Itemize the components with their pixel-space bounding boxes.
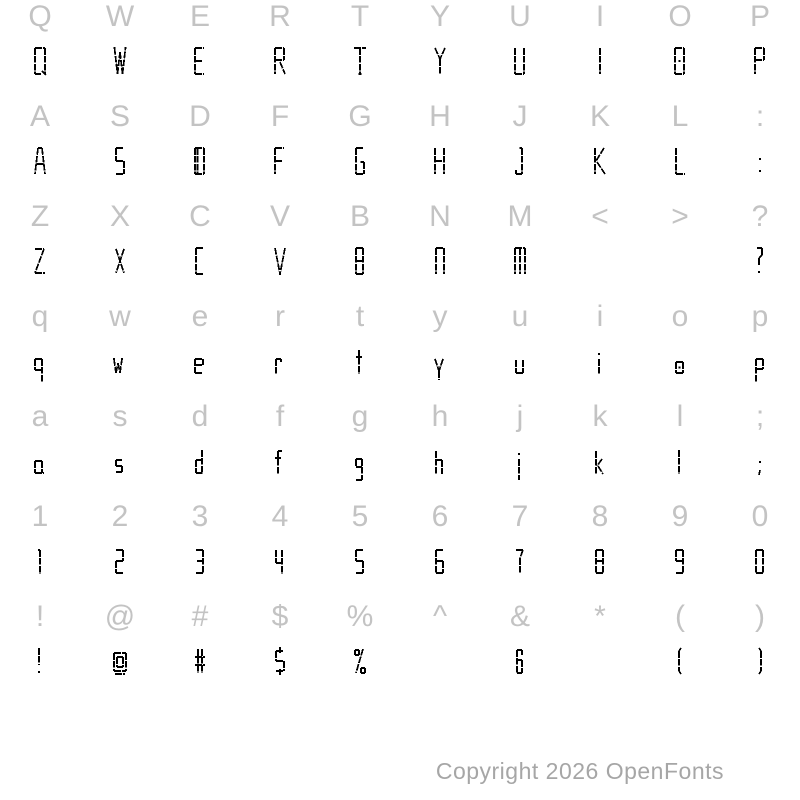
glyph-cell (240, 246, 320, 284)
sample-char: W (105, 0, 135, 33)
glyph-cell (720, 246, 800, 284)
glyph-cell (480, 146, 560, 184)
glyph-cell (720, 646, 800, 684)
sample-cell (640, 0, 720, 34)
sample-char: e (191, 300, 209, 333)
glyph-row (0, 146, 800, 184)
sample-char: $ (271, 600, 289, 633)
sample-char: ) (755, 600, 765, 633)
sample-cell (240, 0, 320, 34)
sample-cell (240, 500, 320, 534)
sample-char: j (516, 400, 524, 433)
sample-cell (240, 400, 320, 434)
sample-cell (560, 200, 640, 234)
sample-char: k (592, 400, 608, 433)
sample-char: ( (675, 600, 685, 633)
sample-row (0, 500, 800, 534)
sample-cell (80, 200, 160, 234)
sample-char: Y (429, 0, 450, 33)
glyph-cell (240, 346, 320, 384)
sample-char: o (671, 300, 689, 333)
sample-cell (80, 0, 160, 34)
sample-cell (720, 0, 800, 34)
sample-char: Q (28, 0, 52, 33)
glyph-cell (480, 646, 560, 684)
glyph-cell (160, 46, 240, 84)
sample-cell (160, 400, 240, 434)
sample-char: r (275, 300, 285, 333)
sample-char: ; (755, 400, 765, 433)
glyph-cell (720, 46, 800, 84)
glyph-cell (80, 546, 160, 584)
sample-char: # (191, 600, 209, 633)
specimen-row-pair-2 (0, 100, 800, 200)
sample-cell (720, 400, 800, 434)
glyph-cell (0, 546, 80, 584)
sample-char: f (275, 400, 285, 433)
sample-char: g (351, 400, 369, 433)
glyph-cell (480, 46, 560, 84)
glyph-cell (400, 546, 480, 584)
sample-char: A (29, 100, 50, 133)
sample-cell (320, 200, 400, 234)
sample-cell (320, 300, 400, 334)
glyph-cell (80, 346, 160, 384)
sample-cell (400, 500, 480, 534)
glyph-row (0, 246, 800, 284)
sample-row (0, 200, 800, 234)
sample-char: 0 (751, 500, 769, 533)
sample-cell (240, 200, 320, 234)
sample-char: F (270, 100, 290, 133)
glyph-cell (480, 346, 560, 384)
sample-cell (400, 400, 480, 434)
glyph-cell-empty (560, 646, 640, 684)
sample-char: l (676, 400, 684, 433)
sample-cell (0, 400, 80, 434)
sample-row (0, 300, 800, 334)
sample-char: s (112, 400, 128, 433)
glyph-cell (560, 146, 640, 184)
sample-char: ? (751, 200, 769, 233)
sample-cell (560, 300, 640, 334)
glyph-cell (240, 446, 320, 484)
glyph-row (0, 546, 800, 584)
glyph-cell (160, 546, 240, 584)
sample-cell (160, 0, 240, 34)
glyph-cell (80, 146, 160, 184)
glyph-cell (640, 446, 720, 484)
glyph-cell (480, 446, 560, 484)
glyph-cell (400, 146, 480, 184)
sample-char: ^ (432, 600, 448, 633)
sample-cell (720, 300, 800, 334)
sample-cell (560, 400, 640, 434)
glyph-cell (0, 646, 80, 684)
glyph-cell (160, 146, 240, 184)
sample-char: X (109, 200, 130, 233)
sample-cell (480, 300, 560, 334)
sample-cell (80, 100, 160, 134)
glyph-row (0, 46, 800, 84)
glyph-cell (80, 46, 160, 84)
sample-cell (0, 600, 80, 634)
sample-char: C (189, 200, 211, 233)
sample-cell (240, 300, 320, 334)
glyph-cell (240, 46, 320, 84)
sample-row (0, 400, 800, 434)
glyph-cell (320, 446, 400, 484)
glyph-cell (160, 446, 240, 484)
sample-cell (0, 100, 80, 134)
sample-cell (400, 200, 480, 234)
specimen-row-pair-1 (0, 0, 800, 100)
sample-cell (240, 600, 320, 634)
sample-char: 9 (671, 500, 689, 533)
sample-cell (160, 100, 240, 134)
glyph-cell (640, 546, 720, 584)
sample-cell (560, 100, 640, 134)
sample-char: @ (104, 600, 136, 633)
glyph-cell (320, 146, 400, 184)
glyph-cell (320, 546, 400, 584)
glyph-cell (320, 346, 400, 384)
sample-char: R (269, 0, 291, 33)
glyph-cell (0, 446, 80, 484)
sample-char: 6 (431, 500, 449, 533)
sample-cell (400, 100, 480, 134)
sample-cell (720, 100, 800, 134)
sample-cell (160, 200, 240, 234)
sample-cell (400, 600, 480, 634)
sample-char: U (509, 0, 531, 33)
sample-char: q (31, 300, 49, 333)
glyph-cell (640, 346, 720, 384)
sample-char: N (429, 200, 451, 233)
sample-cell (320, 600, 400, 634)
sample-char: i (596, 300, 604, 333)
sample-cell (320, 400, 400, 434)
sample-char: 5 (351, 500, 369, 533)
glyph-cell (640, 146, 720, 184)
sample-cell (80, 300, 160, 334)
sample-char: G (348, 100, 372, 133)
sample-char: % (346, 600, 374, 633)
glyph-cell (240, 146, 320, 184)
sample-char: 8 (591, 500, 609, 533)
glyph-cell (240, 546, 320, 584)
glyph-cell (560, 346, 640, 384)
sample-char: E (189, 0, 210, 33)
sample-char: D (189, 100, 211, 133)
sample-cell (640, 400, 720, 434)
sample-cell (480, 100, 560, 134)
glyph-cell (320, 46, 400, 84)
sample-char: h (431, 400, 449, 433)
sample-cell (0, 0, 80, 34)
glyph-cell (560, 46, 640, 84)
glyph-cell (320, 646, 400, 684)
glyph-cell (240, 646, 320, 684)
glyph-cell (80, 646, 160, 684)
sample-char: 7 (511, 500, 529, 533)
sample-cell (0, 500, 80, 534)
sample-cell (400, 0, 480, 34)
glyph-cell (400, 246, 480, 284)
sample-cell (720, 200, 800, 234)
glyph-cell (160, 346, 240, 384)
glyph-cell (720, 446, 800, 484)
glyph-cell (160, 246, 240, 284)
sample-char: K (589, 100, 610, 133)
sample-char: 1 (31, 500, 49, 533)
sample-cell (320, 0, 400, 34)
sample-cell (720, 500, 800, 534)
sample-char: * (594, 600, 606, 633)
glyph-cell (560, 446, 640, 484)
sample-char: O (668, 0, 692, 33)
glyph-cell (320, 246, 400, 284)
sample-cell (560, 600, 640, 634)
glyph-cell (0, 146, 80, 184)
sample-char: d (191, 400, 209, 433)
glyph-cell (0, 46, 80, 84)
glyph-cell (720, 146, 800, 184)
sample-cell (640, 500, 720, 534)
glyph-cell-empty (400, 646, 480, 684)
glyph-cell (640, 46, 720, 84)
sample-cell (640, 100, 720, 134)
sample-cell (480, 500, 560, 534)
sample-cell (320, 500, 400, 534)
copyright-text: Copyright 2026 OpenFonts (435, 758, 724, 784)
sample-char: a (31, 400, 49, 433)
glyph-cell (480, 546, 560, 584)
sample-cell (0, 200, 80, 234)
sample-char: V (269, 200, 290, 233)
glyph-cell (720, 546, 800, 584)
sample-char: J (512, 100, 528, 133)
sample-row (0, 100, 800, 134)
glyph-cell (560, 546, 640, 584)
glyph-cell (720, 346, 800, 384)
sample-char: : (755, 100, 765, 133)
sample-cell (640, 600, 720, 634)
sample-char: P (749, 0, 770, 33)
sample-char: w (109, 300, 131, 333)
sample-cell (320, 100, 400, 134)
glyph-row (0, 446, 800, 484)
sample-cell (480, 400, 560, 434)
sample-cell (480, 0, 560, 34)
specimen-row-pair-6 (0, 500, 800, 600)
sample-char: T (350, 0, 370, 33)
sample-cell (640, 300, 720, 334)
sample-char: & (509, 600, 530, 633)
glyph-cell (80, 446, 160, 484)
sample-row (0, 0, 800, 34)
sample-cell (160, 500, 240, 534)
glyph-cell (80, 246, 160, 284)
sample-cell (80, 500, 160, 534)
sample-char: ! (35, 600, 45, 633)
sample-char: t (355, 300, 365, 333)
sample-cell (480, 600, 560, 634)
sample-char: 2 (111, 500, 129, 533)
sample-cell (560, 0, 640, 34)
glyph-cell (0, 346, 80, 384)
sample-char: H (429, 100, 451, 133)
sample-char: B (349, 200, 370, 233)
sample-char: Z (30, 200, 50, 233)
sample-cell (0, 300, 80, 334)
sample-char: y (432, 300, 448, 333)
sample-char: 4 (271, 500, 289, 533)
sample-cell (640, 200, 720, 234)
glyph-cell (0, 246, 80, 284)
glyph-cell (480, 246, 560, 284)
glyph-row (0, 346, 800, 384)
sample-cell (80, 600, 160, 634)
glyph-cell-empty (560, 246, 640, 284)
sample-char: p (751, 300, 769, 333)
glyph-cell-empty (640, 246, 720, 284)
sample-char: u (511, 300, 529, 333)
sample-char: L (671, 100, 689, 133)
sample-cell (480, 200, 560, 234)
specimen-row-pair-4 (0, 300, 800, 400)
sample-row (0, 600, 800, 634)
specimen-row-pair-3 (0, 200, 800, 300)
sample-char: < (591, 200, 609, 233)
sample-char: > (671, 200, 689, 233)
glyph-cell (400, 346, 480, 384)
sample-cell (240, 100, 320, 134)
sample-cell (80, 400, 160, 434)
sample-cell (720, 600, 800, 634)
specimen-row-pair-7 (0, 600, 800, 700)
glyph-cell (400, 446, 480, 484)
specimen-row-pair-5 (0, 400, 800, 500)
sample-cell (160, 300, 240, 334)
sample-cell (160, 600, 240, 634)
sample-cell (560, 500, 640, 534)
sample-char: S (109, 100, 130, 133)
sample-char: I (595, 0, 605, 33)
sample-char: 3 (191, 500, 209, 533)
sample-cell (400, 300, 480, 334)
glyph-cell (640, 646, 720, 684)
glyph-cell (160, 646, 240, 684)
glyph-cell (400, 46, 480, 84)
sample-char: M (507, 200, 533, 233)
glyph-row (0, 646, 800, 684)
